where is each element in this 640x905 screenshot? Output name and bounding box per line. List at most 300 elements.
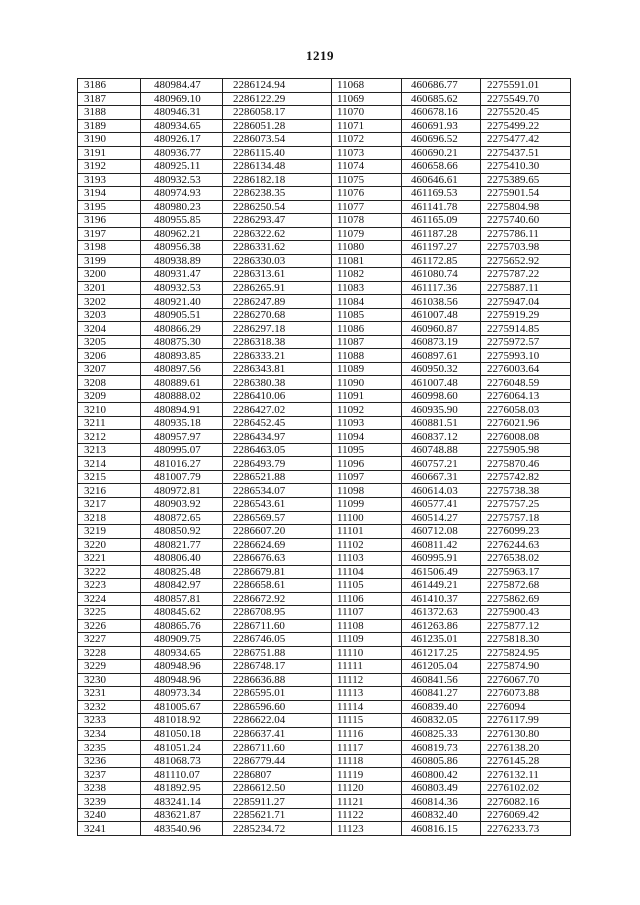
point-number-cell: 11075 — [332, 173, 402, 187]
y-coordinate-cell: 2286595.01 — [223, 687, 332, 701]
x-coordinate-cell: 461217.25 — [402, 646, 481, 660]
point-number-cell: 11076 — [332, 187, 402, 201]
point-number-cell: 3203 — [78, 308, 141, 322]
y-coordinate-cell: 2286708.95 — [223, 606, 332, 620]
table-row — [78, 511, 571, 525]
y-coordinate-cell: 2275787.22 — [481, 268, 571, 282]
y-coordinate-cell: 2285234.72 — [223, 822, 332, 836]
x-coordinate-cell: 481005.67 — [141, 700, 223, 714]
x-coordinate-cell: 483241.14 — [141, 795, 223, 809]
point-number-cell: 3199 — [78, 254, 141, 268]
y-coordinate-cell: 2286051.28 — [223, 119, 332, 133]
point-number-cell: 11080 — [332, 241, 402, 255]
table-row — [78, 552, 571, 566]
x-coordinate-cell: 460691.93 — [402, 119, 481, 133]
point-number-cell: 3206 — [78, 349, 141, 363]
y-coordinate-cell: 2286711.60 — [223, 619, 332, 633]
coordinates-table-body — [78, 79, 571, 836]
point-number-cell: 11113 — [332, 687, 402, 701]
point-number-cell: 11109 — [332, 633, 402, 647]
table-row — [78, 700, 571, 714]
x-coordinate-cell: 481051.24 — [141, 741, 223, 755]
table-row — [78, 268, 571, 282]
x-coordinate-cell: 460696.52 — [402, 133, 481, 147]
point-number-cell: 3212 — [78, 430, 141, 444]
table-row — [78, 322, 571, 336]
x-coordinate-cell: 460950.32 — [402, 362, 481, 376]
point-number-cell: 11090 — [332, 376, 402, 390]
x-coordinate-cell: 480903.92 — [141, 497, 223, 511]
y-coordinate-cell: 2286596.60 — [223, 700, 332, 714]
x-coordinate-cell: 460935.90 — [402, 403, 481, 417]
point-number-cell: 11106 — [332, 592, 402, 606]
x-coordinate-cell: 480956.38 — [141, 241, 223, 255]
y-coordinate-cell: 2286331.62 — [223, 241, 332, 255]
x-coordinate-cell: 480980.23 — [141, 200, 223, 214]
y-coordinate-cell: 2286115.40 — [223, 146, 332, 160]
point-number-cell: 3217 — [78, 497, 141, 511]
y-coordinate-cell: 2275872.68 — [481, 579, 571, 593]
table-row — [78, 673, 571, 687]
x-coordinate-cell: 481018.92 — [141, 714, 223, 728]
y-coordinate-cell: 2275919.29 — [481, 308, 571, 322]
x-coordinate-cell: 461235.01 — [402, 633, 481, 647]
x-coordinate-cell: 480936.77 — [141, 146, 223, 160]
x-coordinate-cell: 480973.34 — [141, 687, 223, 701]
point-number-cell: 11093 — [332, 416, 402, 430]
x-coordinate-cell: 480932.53 — [141, 173, 223, 187]
y-coordinate-cell: 2275410.30 — [481, 160, 571, 174]
x-coordinate-cell: 460805.86 — [402, 754, 481, 768]
x-coordinate-cell: 461172.85 — [402, 254, 481, 268]
y-coordinate-cell: 2286452.45 — [223, 416, 332, 430]
x-coordinate-cell: 460658.66 — [402, 160, 481, 174]
y-coordinate-cell: 2275818.30 — [481, 633, 571, 647]
y-coordinate-cell: 2275703.98 — [481, 241, 571, 255]
table-row — [78, 187, 571, 201]
point-number-cell: 3229 — [78, 660, 141, 674]
y-coordinate-cell: 2275804.98 — [481, 200, 571, 214]
y-coordinate-cell: 2286343.81 — [223, 362, 332, 376]
point-number-cell: 3204 — [78, 322, 141, 336]
point-number-cell: 11117 — [332, 741, 402, 755]
y-coordinate-cell: 2286543.61 — [223, 497, 332, 511]
y-coordinate-cell: 2275520.45 — [481, 106, 571, 120]
point-number-cell: 11110 — [332, 646, 402, 660]
table-row — [78, 592, 571, 606]
point-number-cell: 11070 — [332, 106, 402, 120]
table-row — [78, 146, 571, 160]
y-coordinate-cell: 2276067.70 — [481, 673, 571, 687]
point-number-cell: 11082 — [332, 268, 402, 282]
table-row — [78, 484, 571, 498]
table-row — [78, 646, 571, 660]
y-coordinate-cell: 2286182.18 — [223, 173, 332, 187]
y-coordinate-cell: 2286122.29 — [223, 92, 332, 106]
x-coordinate-cell: 460816.15 — [402, 822, 481, 836]
y-coordinate-cell: 2286463.05 — [223, 443, 332, 457]
y-coordinate-cell: 2275870.46 — [481, 457, 571, 471]
point-number-cell: 11108 — [332, 619, 402, 633]
point-number-cell: 11077 — [332, 200, 402, 214]
point-number-cell: 3208 — [78, 376, 141, 390]
point-number-cell: 11101 — [332, 525, 402, 539]
y-coordinate-cell: 2286679.81 — [223, 565, 332, 579]
y-coordinate-cell: 2286751.88 — [223, 646, 332, 660]
x-coordinate-cell: 461372.63 — [402, 606, 481, 620]
point-number-cell: 11107 — [332, 606, 402, 620]
y-coordinate-cell: 2276117.99 — [481, 714, 571, 728]
x-coordinate-cell: 460800.42 — [402, 768, 481, 782]
table-row — [78, 687, 571, 701]
y-coordinate-cell: 2286270.68 — [223, 308, 332, 322]
point-number-cell: 11086 — [332, 322, 402, 336]
point-number-cell: 11118 — [332, 754, 402, 768]
y-coordinate-cell: 2286807 — [223, 768, 332, 782]
point-number-cell: 3207 — [78, 362, 141, 376]
x-coordinate-cell: 480931.47 — [141, 268, 223, 282]
x-coordinate-cell: 461165.09 — [402, 214, 481, 228]
x-coordinate-cell: 480995.07 — [141, 443, 223, 457]
point-number-cell: 3192 — [78, 160, 141, 174]
point-number-cell: 11069 — [332, 92, 402, 106]
x-coordinate-cell: 481050.18 — [141, 727, 223, 741]
y-coordinate-cell: 2276138.20 — [481, 741, 571, 755]
y-coordinate-cell: 2276102.02 — [481, 781, 571, 795]
x-coordinate-cell: 460841.27 — [402, 687, 481, 701]
y-coordinate-cell: 2286238.35 — [223, 187, 332, 201]
table-row — [78, 254, 571, 268]
x-coordinate-cell: 460998.60 — [402, 389, 481, 403]
y-coordinate-cell: 2286779.44 — [223, 754, 332, 768]
point-number-cell: 11120 — [332, 781, 402, 795]
x-coordinate-cell: 480894.91 — [141, 403, 223, 417]
point-number-cell: 3198 — [78, 241, 141, 255]
table-row — [78, 565, 571, 579]
point-number-cell: 3239 — [78, 795, 141, 809]
x-coordinate-cell: 480955.85 — [141, 214, 223, 228]
x-coordinate-cell: 461169.53 — [402, 187, 481, 201]
point-number-cell: 11111 — [332, 660, 402, 674]
x-coordinate-cell: 460748.88 — [402, 443, 481, 457]
x-coordinate-cell: 461205.04 — [402, 660, 481, 674]
x-coordinate-cell: 461410.37 — [402, 592, 481, 606]
point-number-cell: 11088 — [332, 349, 402, 363]
table-row — [78, 403, 571, 417]
point-number-cell: 3222 — [78, 565, 141, 579]
x-coordinate-cell: 460686.77 — [402, 79, 481, 93]
y-coordinate-cell: 2286612.50 — [223, 781, 332, 795]
point-number-cell: 11102 — [332, 538, 402, 552]
table-row — [78, 173, 571, 187]
y-coordinate-cell: 2286622.04 — [223, 714, 332, 728]
x-coordinate-cell: 480825.48 — [141, 565, 223, 579]
y-coordinate-cell: 2286748.17 — [223, 660, 332, 674]
y-coordinate-cell: 2275901.54 — [481, 187, 571, 201]
x-coordinate-cell: 480905.51 — [141, 308, 223, 322]
x-coordinate-cell: 480962.21 — [141, 227, 223, 241]
point-number-cell: 11087 — [332, 335, 402, 349]
x-coordinate-cell: 480925.11 — [141, 160, 223, 174]
x-coordinate-cell: 460832.40 — [402, 808, 481, 822]
y-coordinate-cell: 2286058.17 — [223, 106, 332, 120]
x-coordinate-cell: 460837.12 — [402, 430, 481, 444]
point-number-cell: 11081 — [332, 254, 402, 268]
y-coordinate-cell: 2286427.02 — [223, 403, 332, 417]
x-coordinate-cell: 460841.56 — [402, 673, 481, 687]
table-row — [78, 133, 571, 147]
x-coordinate-cell: 480889.61 — [141, 376, 223, 390]
x-coordinate-cell: 480806.40 — [141, 552, 223, 566]
x-coordinate-cell: 460803.49 — [402, 781, 481, 795]
x-coordinate-cell: 460712.08 — [402, 525, 481, 539]
x-coordinate-cell: 483540.96 — [141, 822, 223, 836]
y-coordinate-cell: 2286676.63 — [223, 552, 332, 566]
y-coordinate-cell: 2276008.08 — [481, 430, 571, 444]
table-row — [78, 362, 571, 376]
point-number-cell: 11123 — [332, 822, 402, 836]
y-coordinate-cell: 2276021.96 — [481, 416, 571, 430]
y-coordinate-cell: 2275757.18 — [481, 511, 571, 525]
point-number-cell: 3216 — [78, 484, 141, 498]
point-number-cell: 3211 — [78, 416, 141, 430]
point-number-cell: 11074 — [332, 160, 402, 174]
x-coordinate-cell: 460873.19 — [402, 335, 481, 349]
point-number-cell: 11085 — [332, 308, 402, 322]
x-coordinate-cell: 460678.16 — [402, 106, 481, 120]
x-coordinate-cell: 461449.21 — [402, 579, 481, 593]
y-coordinate-cell: 2275905.98 — [481, 443, 571, 457]
point-number-cell: 3234 — [78, 727, 141, 741]
point-number-cell: 3202 — [78, 295, 141, 309]
x-coordinate-cell: 480909.75 — [141, 633, 223, 647]
y-coordinate-cell: 2276538.02 — [481, 552, 571, 566]
y-coordinate-cell: 2276244.63 — [481, 538, 571, 552]
y-coordinate-cell: 2275499.22 — [481, 119, 571, 133]
table-row — [78, 795, 571, 809]
point-number-cell: 11121 — [332, 795, 402, 809]
x-coordinate-cell: 460667.31 — [402, 470, 481, 484]
y-coordinate-cell: 2286297.18 — [223, 322, 332, 336]
point-number-cell: 3233 — [78, 714, 141, 728]
table-row — [78, 822, 571, 836]
table-row — [78, 538, 571, 552]
point-number-cell: 3197 — [78, 227, 141, 241]
y-coordinate-cell: 2275742.82 — [481, 470, 571, 484]
point-number-cell: 3194 — [78, 187, 141, 201]
point-number-cell: 11097 — [332, 470, 402, 484]
table-row — [78, 349, 571, 363]
table-row — [78, 727, 571, 741]
y-coordinate-cell: 2286534.07 — [223, 484, 332, 498]
y-coordinate-cell: 2275947.04 — [481, 295, 571, 309]
y-coordinate-cell: 2275824.95 — [481, 646, 571, 660]
table-row — [78, 660, 571, 674]
x-coordinate-cell: 461197.27 — [402, 241, 481, 255]
y-coordinate-cell: 2276082.16 — [481, 795, 571, 809]
point-number-cell: 11091 — [332, 389, 402, 403]
x-coordinate-cell: 480866.29 — [141, 322, 223, 336]
x-coordinate-cell: 460814.36 — [402, 795, 481, 809]
point-number-cell: 3186 — [78, 79, 141, 93]
point-number-cell: 11089 — [332, 362, 402, 376]
point-number-cell: 3220 — [78, 538, 141, 552]
point-number-cell: 3214 — [78, 457, 141, 471]
point-number-cell: 3188 — [78, 106, 141, 120]
y-coordinate-cell: 2275652.92 — [481, 254, 571, 268]
x-coordinate-cell: 483621.87 — [141, 808, 223, 822]
x-coordinate-cell: 480938.89 — [141, 254, 223, 268]
table-row — [78, 308, 571, 322]
point-number-cell: 11104 — [332, 565, 402, 579]
point-number-cell: 3240 — [78, 808, 141, 822]
y-coordinate-cell: 2286313.61 — [223, 268, 332, 282]
point-number-cell: 3187 — [78, 92, 141, 106]
point-number-cell: 3232 — [78, 700, 141, 714]
point-number-cell: 3193 — [78, 173, 141, 187]
x-coordinate-cell: 460514.27 — [402, 511, 481, 525]
table-row — [78, 119, 571, 133]
table-row — [78, 457, 571, 471]
y-coordinate-cell: 2286493.79 — [223, 457, 332, 471]
table-row — [78, 160, 571, 174]
point-number-cell: 3191 — [78, 146, 141, 160]
point-number-cell: 11092 — [332, 403, 402, 417]
y-coordinate-cell: 2276069.42 — [481, 808, 571, 822]
table-row — [78, 416, 571, 430]
point-number-cell: 3223 — [78, 579, 141, 593]
x-coordinate-cell: 480957.97 — [141, 430, 223, 444]
x-coordinate-cell: 480850.92 — [141, 525, 223, 539]
y-coordinate-cell: 2275993.10 — [481, 349, 571, 363]
point-number-cell: 11105 — [332, 579, 402, 593]
y-coordinate-cell: 2286247.89 — [223, 295, 332, 309]
table-row — [78, 768, 571, 782]
table-row — [78, 443, 571, 457]
x-coordinate-cell: 480897.56 — [141, 362, 223, 376]
point-number-cell: 3238 — [78, 781, 141, 795]
point-number-cell: 3236 — [78, 754, 141, 768]
x-coordinate-cell: 481068.73 — [141, 754, 223, 768]
x-coordinate-cell: 461263.86 — [402, 619, 481, 633]
point-number-cell: 3235 — [78, 741, 141, 755]
point-number-cell: 3231 — [78, 687, 141, 701]
y-coordinate-cell: 2286607.20 — [223, 525, 332, 539]
x-coordinate-cell: 460819.73 — [402, 741, 481, 755]
y-coordinate-cell: 2275877.12 — [481, 619, 571, 633]
point-number-cell: 3201 — [78, 281, 141, 295]
y-coordinate-cell: 2286380.38 — [223, 376, 332, 390]
x-coordinate-cell: 480893.85 — [141, 349, 223, 363]
x-coordinate-cell: 461506.49 — [402, 565, 481, 579]
y-coordinate-cell: 2286746.05 — [223, 633, 332, 647]
x-coordinate-cell: 480948.96 — [141, 660, 223, 674]
point-number-cell: 3237 — [78, 768, 141, 782]
point-number-cell: 11083 — [332, 281, 402, 295]
x-coordinate-cell: 480888.02 — [141, 389, 223, 403]
y-coordinate-cell: 2276094 — [481, 700, 571, 714]
x-coordinate-cell: 460960.87 — [402, 322, 481, 336]
point-number-cell: 11114 — [332, 700, 402, 714]
point-number-cell: 3225 — [78, 606, 141, 620]
table-row — [78, 92, 571, 106]
y-coordinate-cell: 2275389.65 — [481, 173, 571, 187]
x-coordinate-cell: 461187.28 — [402, 227, 481, 241]
table-row — [78, 79, 571, 93]
point-number-cell: 11072 — [332, 133, 402, 147]
y-coordinate-cell: 2286293.47 — [223, 214, 332, 228]
x-coordinate-cell: 480946.31 — [141, 106, 223, 120]
y-coordinate-cell: 2275914.85 — [481, 322, 571, 336]
point-number-cell: 3200 — [78, 268, 141, 282]
y-coordinate-cell: 2286322.62 — [223, 227, 332, 241]
y-coordinate-cell: 2275887.11 — [481, 281, 571, 295]
y-coordinate-cell: 2275900.43 — [481, 606, 571, 620]
point-number-cell: 3195 — [78, 200, 141, 214]
table-row — [78, 376, 571, 390]
y-coordinate-cell: 2276058.03 — [481, 403, 571, 417]
point-number-cell: 11084 — [332, 295, 402, 309]
y-coordinate-cell: 2275786.11 — [481, 227, 571, 241]
x-coordinate-cell: 481007.79 — [141, 470, 223, 484]
x-coordinate-cell: 461117.36 — [402, 281, 481, 295]
point-number-cell: 11119 — [332, 768, 402, 782]
x-coordinate-cell: 480821.77 — [141, 538, 223, 552]
point-number-cell: 11068 — [332, 79, 402, 93]
y-coordinate-cell: 2286265.91 — [223, 281, 332, 295]
page-number: 1219 — [306, 48, 334, 63]
table-row — [78, 754, 571, 768]
point-number-cell: 3213 — [78, 443, 141, 457]
y-coordinate-cell: 2275972.57 — [481, 335, 571, 349]
point-number-cell: 3224 — [78, 592, 141, 606]
x-coordinate-cell: 461038.56 — [402, 295, 481, 309]
y-coordinate-cell: 2285911.27 — [223, 795, 332, 809]
x-coordinate-cell: 480875.30 — [141, 335, 223, 349]
x-coordinate-cell: 460690.21 — [402, 146, 481, 160]
point-number-cell: 11096 — [332, 457, 402, 471]
point-number-cell: 3221 — [78, 552, 141, 566]
table-row — [78, 714, 571, 728]
point-number-cell: 3209 — [78, 389, 141, 403]
point-number-cell: 11071 — [332, 119, 402, 133]
point-number-cell: 3241 — [78, 822, 141, 836]
table-row — [78, 227, 571, 241]
y-coordinate-cell: 2276132.11 — [481, 768, 571, 782]
point-number-cell: 11122 — [332, 808, 402, 822]
x-coordinate-cell: 481016.27 — [141, 457, 223, 471]
x-coordinate-cell: 480934.65 — [141, 119, 223, 133]
table-row — [78, 579, 571, 593]
x-coordinate-cell: 480984.47 — [141, 79, 223, 93]
point-number-cell: 11100 — [332, 511, 402, 525]
x-coordinate-cell: 480948.96 — [141, 673, 223, 687]
y-coordinate-cell: 2286711.60 — [223, 741, 332, 755]
y-coordinate-cell: 2275477.42 — [481, 133, 571, 147]
y-coordinate-cell: 2286434.97 — [223, 430, 332, 444]
y-coordinate-cell: 2275740.60 — [481, 214, 571, 228]
x-coordinate-cell: 480969.10 — [141, 92, 223, 106]
point-number-cell: 3196 — [78, 214, 141, 228]
y-coordinate-cell: 2285621.71 — [223, 808, 332, 822]
y-coordinate-cell: 2276073.88 — [481, 687, 571, 701]
x-coordinate-cell: 460881.51 — [402, 416, 481, 430]
point-number-cell: 3189 — [78, 119, 141, 133]
x-coordinate-cell: 480845.62 — [141, 606, 223, 620]
table-row — [78, 295, 571, 309]
x-coordinate-cell: 480872.65 — [141, 511, 223, 525]
table-row — [78, 430, 571, 444]
